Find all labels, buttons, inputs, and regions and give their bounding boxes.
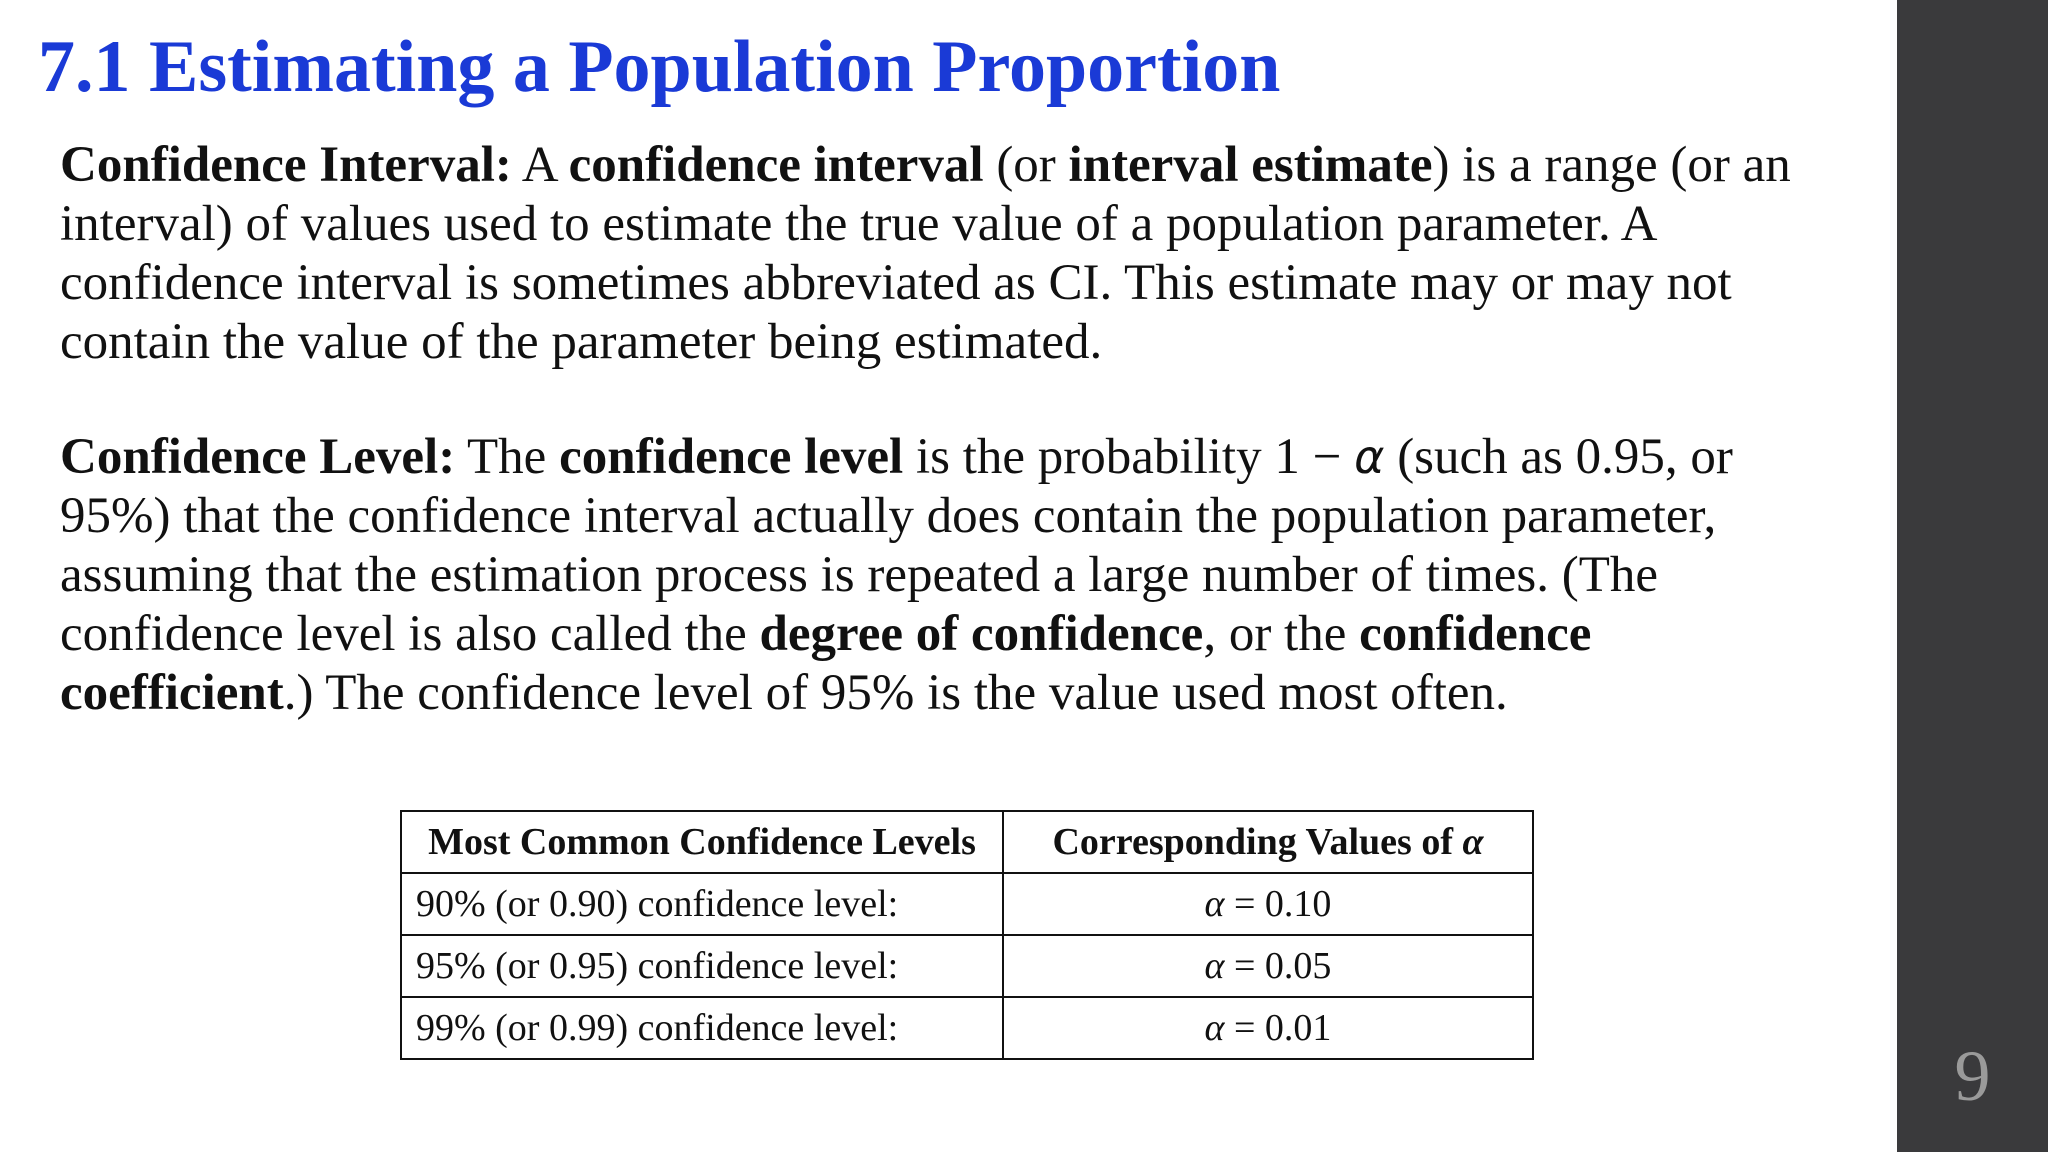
confidence-interval-term: Confidence Interval: — [60, 137, 512, 193]
row-alpha — [1003, 997, 1533, 1059]
ci-text-2: (or — [983, 137, 1069, 193]
row-level: 95% (or 0.95) confidence level: — [401, 935, 1003, 997]
cl-text-4: , or the — [1203, 606, 1360, 662]
header-alpha-symbol: α — [1462, 821, 1484, 863]
cl-bold-degree-of-confidence: degree of confidence — [759, 606, 1204, 662]
cl-bold-confidence-level: confidence level — [559, 429, 904, 485]
row-level: 99% (or 0.99) confidence level: — [401, 997, 1003, 1059]
side-bar — [1897, 0, 2048, 1152]
header-alpha-text: Corresponding Values of — [1052, 821, 1463, 863]
confidence-levels-table — [400, 810, 1534, 1060]
cl-text-5: .) The confidence level of 95% is the value used most often. — [283, 665, 1508, 721]
row-alpha-value: = 0.01 — [1224, 1007, 1332, 1049]
confidence-level-definition — [60, 428, 1850, 723]
page-number: 9 — [1954, 1036, 1991, 1116]
row-alpha-symbol: α — [1204, 1007, 1225, 1049]
table-row — [401, 873, 1533, 935]
ci-text-3: ) is a range (or an interval) of values used to estimate the true value of a population parameter. A confidence interval is sometimes abbreviated as CI. This estimate may or may not contain the value of the parameter being estimated. — [60, 137, 1791, 370]
row-level: 90% (or 0.90) confidence level: — [401, 873, 1003, 935]
slide-title: 7.1 Estimating a Population Proportion — [38, 26, 1281, 108]
cl-text-2: is the probability 1 − — [903, 429, 1355, 485]
table-row — [401, 935, 1533, 997]
row-alpha-symbol: α — [1204, 883, 1225, 925]
cl-bold-confidence-coefficient: confidence coefficient — [60, 606, 1592, 721]
row-alpha-value: = 0.05 — [1224, 945, 1332, 987]
row-alpha — [1003, 873, 1533, 935]
table-header-row — [401, 811, 1533, 873]
cl-text-3: (such as 0.95, or 95%) that the confidence interval actually does contain the population parameter, assuming that the estimation process is repeated a large number of times. (The confidence level is also called the — [60, 429, 1733, 662]
header-confidence-levels: Most Common Confidence Levels — [401, 811, 1003, 873]
header-alpha-values — [1003, 811, 1533, 873]
ci-bold-confidence-interval: confidence interval — [568, 137, 984, 193]
cl-text-1: The — [455, 429, 560, 485]
cl-alpha-symbol: α — [1354, 430, 1385, 484]
row-alpha-value: = 0.10 — [1224, 883, 1332, 925]
ci-bold-interval-estimate: interval estimate — [1068, 137, 1433, 193]
ci-text-1: A — [511, 137, 569, 193]
confidence-level-term: Confidence Level: — [60, 429, 456, 485]
row-alpha — [1003, 935, 1533, 997]
table-row — [401, 997, 1533, 1059]
confidence-interval-definition — [60, 136, 1850, 372]
row-alpha-symbol: α — [1204, 945, 1225, 987]
